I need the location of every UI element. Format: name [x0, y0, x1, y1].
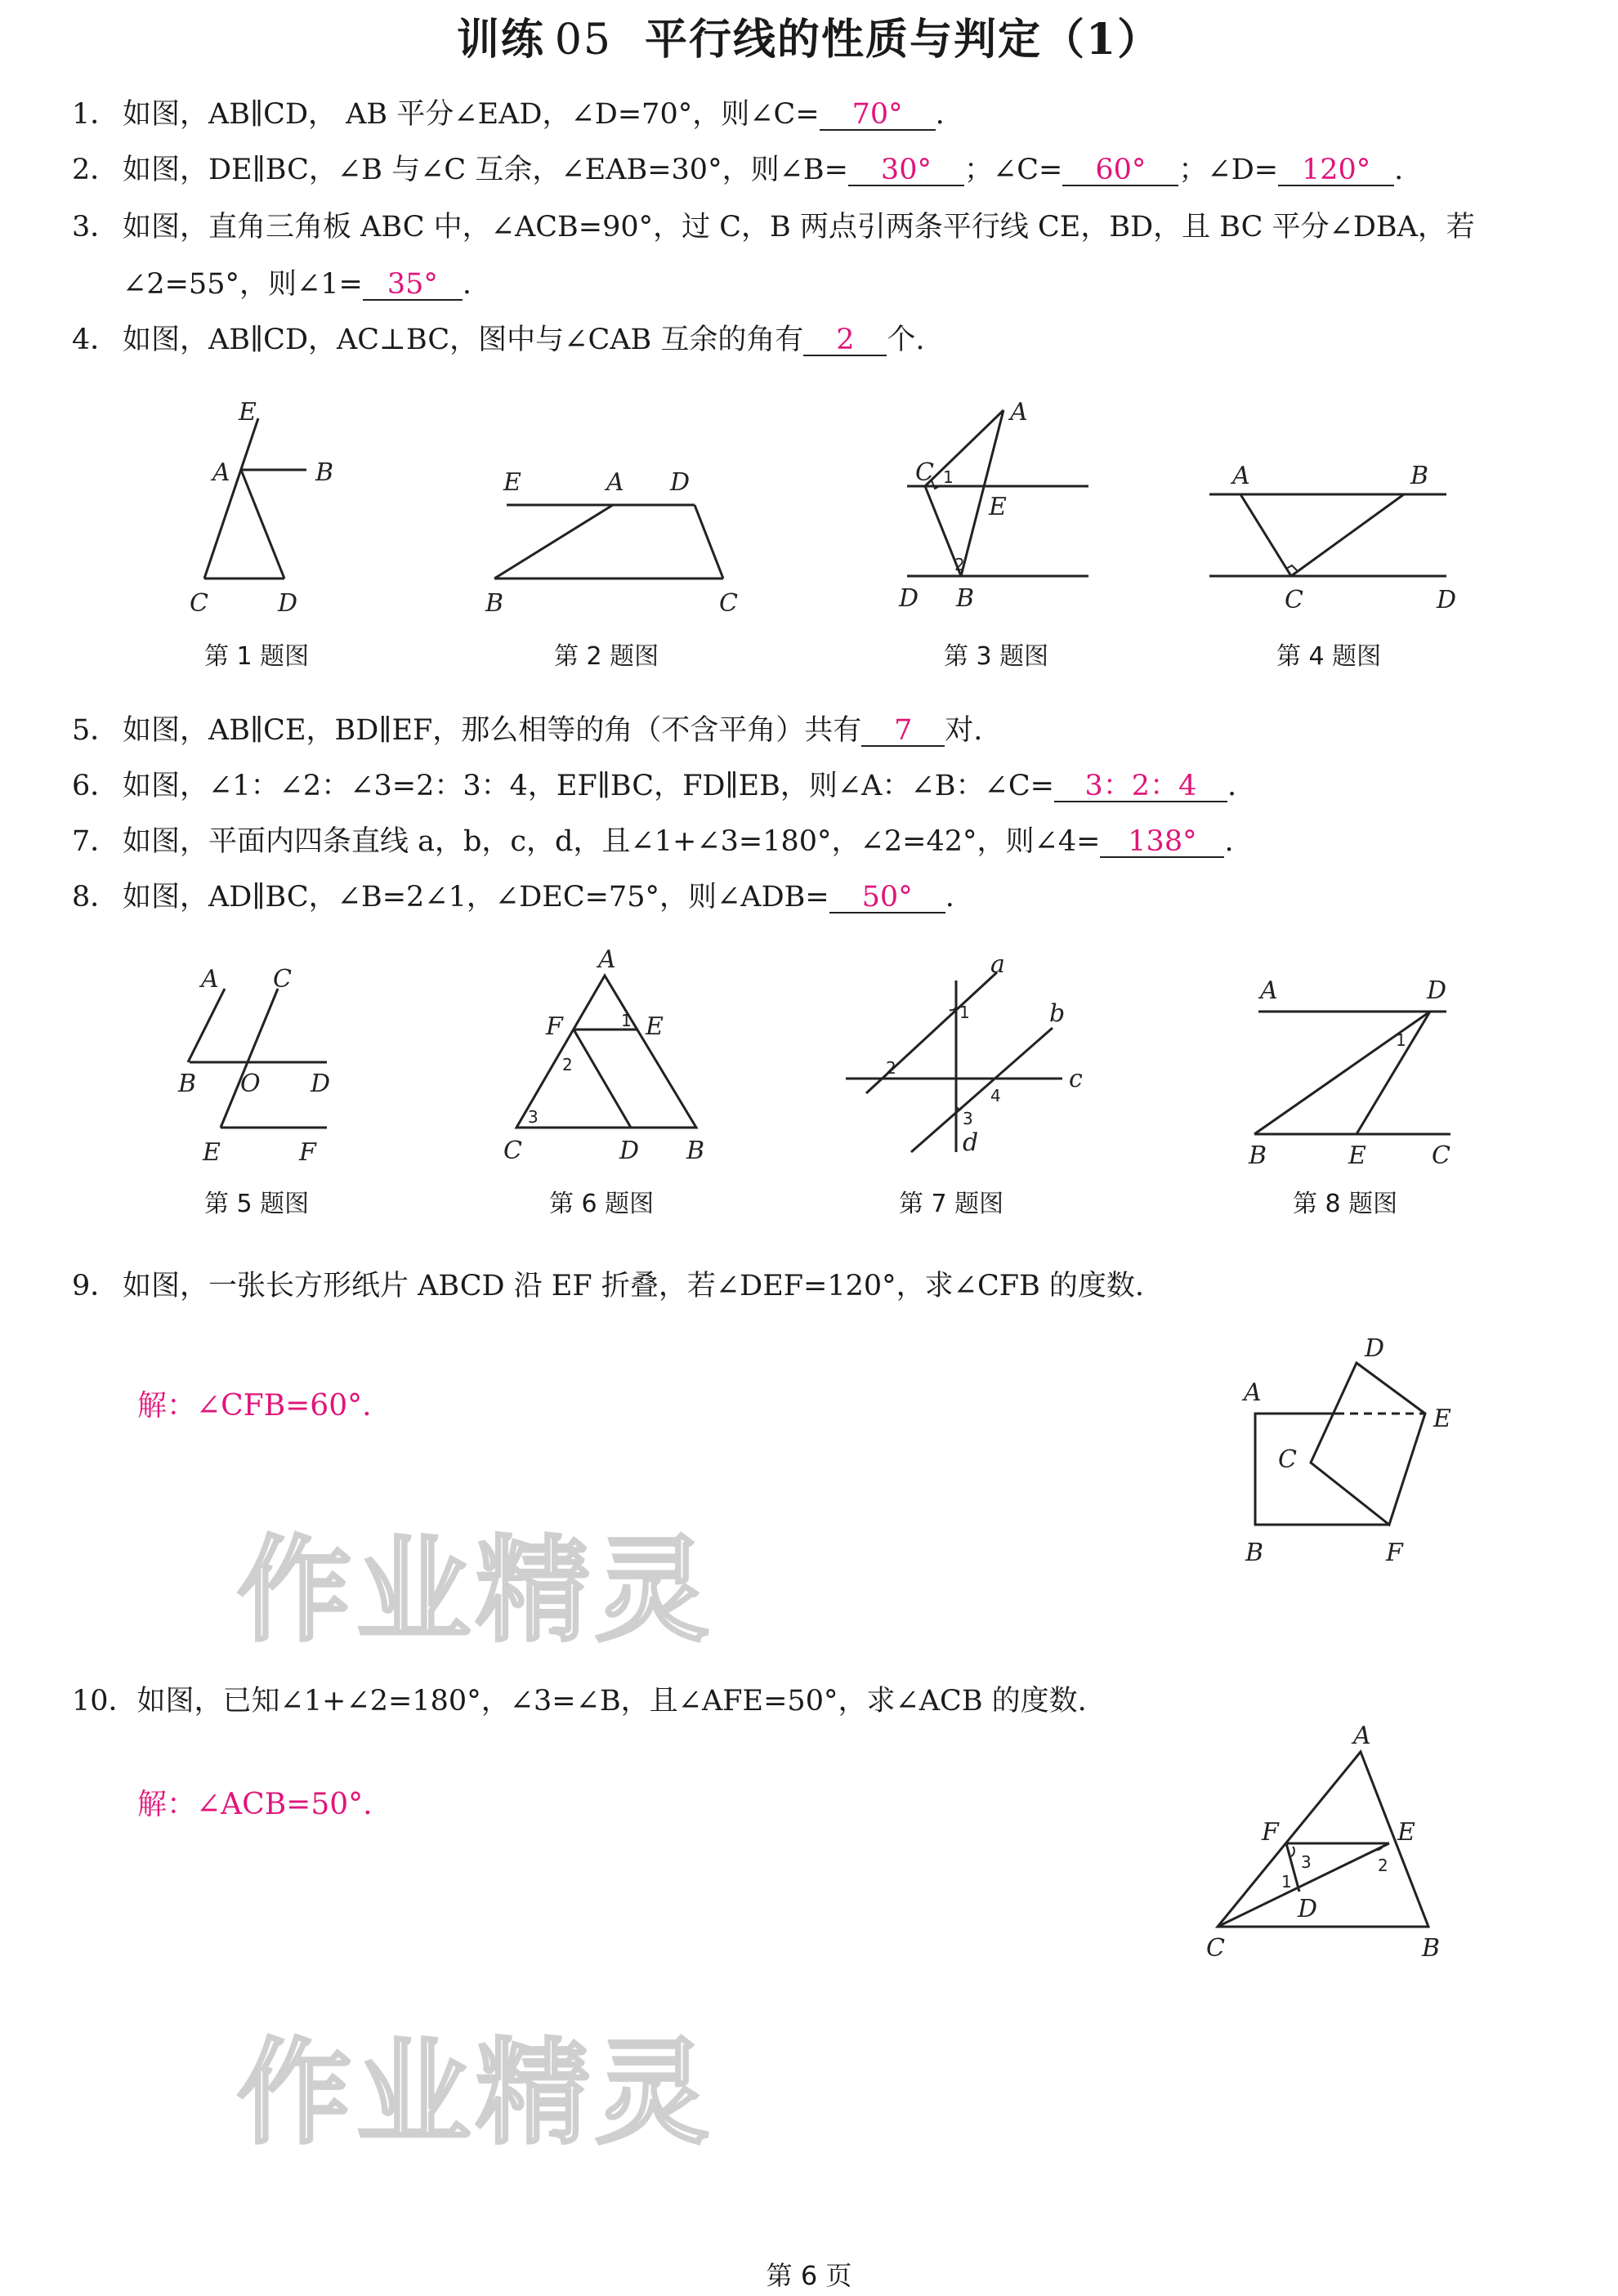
figure-2	[474, 458, 752, 629]
figure-4	[1201, 449, 1471, 629]
figure-8	[1234, 956, 1479, 1177]
fig8-label: E	[1348, 1141, 1366, 1170]
fig6-label: B	[686, 1137, 705, 1165]
fig10-label: C	[1206, 1934, 1225, 1963]
figure-1	[180, 400, 376, 629]
fig7-label: 3	[963, 1109, 973, 1128]
fig6-label: 3	[528, 1107, 539, 1127]
fig9-label: D	[1365, 1334, 1385, 1363]
title-main: 平行线的性质与判定（1）	[645, 15, 1162, 65]
answer-blank: 7	[861, 716, 945, 747]
figure-7	[834, 956, 1111, 1177]
fig6-label: E	[646, 1012, 664, 1041]
fig7-label: c	[1069, 1065, 1083, 1093]
caption-5: 第 5 题图	[204, 1190, 310, 1218]
fig5-label: B	[178, 1070, 197, 1098]
fig8-label: 1	[1396, 1030, 1406, 1050]
answer-blank: 138°	[1100, 827, 1224, 858]
fig10-label: B	[1422, 1934, 1441, 1963]
question-number: 5．	[72, 714, 119, 747]
answer-blank: 3：2：4	[1054, 771, 1227, 802]
question-2: 2． 如图，DE∥BC，∠B 与∠C 互余，∠EAB=30°，则∠B= 30° ；∠C= 60° ；∠D= 120° .	[72, 154, 1404, 186]
fig8-label: D	[1427, 976, 1447, 1005]
answer-blank: 30°	[848, 155, 964, 186]
fig1-label: E	[239, 400, 257, 427]
fig6-label: 2	[562, 1055, 573, 1074]
fig2-label: A	[606, 468, 624, 497]
question-3-continued: ∠2=55°，则∠1= 35° .	[123, 268, 472, 301]
fig3-label: D	[899, 584, 919, 613]
question-number: 9．	[72, 1270, 119, 1302]
question-number: 10．	[72, 1685, 137, 1718]
question-4: 4． 如图，AB∥CD，AC⊥BC，图中与∠CAB 互余的角有 2 个.	[72, 324, 925, 356]
fig3-label: E	[989, 493, 1007, 521]
figure-10	[1193, 1724, 1463, 1969]
question-8: 8． 如图，AD∥BC，∠B=2∠1，∠DEC=75°，则∠ADB= 50° .	[72, 881, 954, 913]
watermark: 作业精灵	[237, 2027, 715, 2160]
fig8-label: A	[1260, 976, 1278, 1005]
solution-10: 解：∠ACB=50°.	[137, 1788, 373, 1821]
fig10-label: 1	[1281, 1872, 1292, 1892]
question-number: 8．	[72, 881, 119, 913]
figure-6	[490, 948, 727, 1177]
figure-9	[1226, 1332, 1487, 1577]
caption-7: 第 7 题图	[899, 1190, 1004, 1218]
title-code: 05	[554, 16, 612, 65]
fig10-label: 2	[1378, 1856, 1388, 1875]
answer-blank: 70°	[820, 100, 936, 131]
fig10-label: 3	[1301, 1852, 1312, 1872]
fig9-label: E	[1433, 1405, 1451, 1433]
fig3-label: B	[956, 584, 975, 613]
fig7-label: d	[963, 1128, 979, 1157]
watermark: 作业精灵	[237, 1525, 715, 1658]
answer-blank: 60°	[1062, 155, 1178, 186]
answer-blank: 120°	[1278, 155, 1394, 186]
fig5-label: E	[203, 1138, 221, 1167]
question-number: 3．	[72, 211, 119, 243]
figure-5	[172, 956, 368, 1177]
title-prefix: 训练	[456, 15, 545, 65]
answer-blank: 2	[803, 325, 887, 356]
fig4-label: A	[1232, 462, 1250, 490]
fig1-label: B	[315, 458, 334, 487]
caption-2: 第 2 题图	[554, 642, 659, 671]
answer-blank: 50°	[829, 882, 945, 913]
fig2-label: B	[485, 589, 504, 618]
question-5: 5． 如图，AB∥CE，BD∥EF，那么相等的角（不含平角）共有 7 对.	[72, 714, 983, 747]
question-10: 10．如图，已知∠1+∠2=180°，∠3=∠B，且∠AFE=50°，求∠ACB 的度数.	[72, 1685, 1087, 1718]
question-number: 2．	[72, 154, 119, 186]
fig6-label: F	[546, 1012, 563, 1041]
fig1-label: A	[212, 458, 230, 487]
fig7-label: b	[1049, 999, 1066, 1028]
fig3-label: 2	[954, 555, 965, 574]
figure-3	[891, 392, 1103, 629]
question-3: 3． 如图，直角三角板 ABC 中，∠ACB=90°，过 C，B 两点引两条平行线 CE，BD，且 BC 平分∠DBA，若	[72, 211, 1475, 243]
fig6-label: D	[619, 1137, 640, 1165]
fig3-label: 1	[943, 467, 954, 487]
fig9-label: C	[1278, 1445, 1297, 1474]
fig10-label: F	[1262, 1818, 1279, 1847]
fig5-label: D	[311, 1070, 331, 1098]
fig7-label: 4	[990, 1086, 1001, 1106]
fig6-label: C	[503, 1137, 522, 1165]
fig10-label: D	[1298, 1895, 1318, 1923]
fig2-label: D	[670, 468, 691, 497]
fig2-label: E	[503, 468, 521, 497]
caption-4: 第 4 题图	[1276, 642, 1382, 671]
fig2-label: C	[719, 589, 738, 618]
question-number: 6．	[72, 770, 119, 802]
fig7-label: 2	[886, 1058, 896, 1078]
fig8-label: B	[1249, 1141, 1267, 1170]
fig9-label: B	[1245, 1539, 1264, 1567]
fig5-label: O	[240, 1070, 261, 1098]
fig7-label: a	[990, 956, 1005, 979]
fig9-label: A	[1244, 1378, 1262, 1407]
question-1: 1． 如图，AB∥CD， AB 平分∠EAD，∠D=70°，则∠C= 70° .	[72, 98, 945, 131]
caption-6: 第 6 题图	[549, 1190, 655, 1218]
question-number: 4．	[72, 324, 119, 356]
fig8-label: C	[1432, 1141, 1450, 1170]
fig4-label: D	[1437, 586, 1457, 614]
page-number: 第 6 页	[766, 2260, 852, 2291]
fig3-label: A	[1010, 398, 1028, 427]
caption-3: 第 3 题图	[944, 642, 1049, 671]
fig4-label: C	[1285, 586, 1303, 614]
fig1-label: D	[278, 589, 298, 618]
fig6-label: 1	[621, 1011, 632, 1030]
question-9: 9． 如图，一张长方形纸片 ABCD 沿 EF 折叠，若∠DEF=120°，求∠CFB 的度数.	[72, 1270, 1145, 1302]
answer-blank: 35°	[363, 270, 463, 301]
question-7: 7． 如图，平面内四条直线 a，b，c，d，且∠1+∠3=180°，∠2=42°，则∠4= 138° .	[72, 825, 1234, 858]
fig10-label: A	[1353, 1724, 1371, 1750]
fig10-label: E	[1397, 1818, 1415, 1847]
page-title	[0, 5, 1618, 66]
question-number: 1．	[72, 98, 119, 131]
caption-1: 第 1 题图	[204, 642, 310, 671]
fig1-label: C	[190, 589, 208, 618]
caption-8: 第 8 题图	[1293, 1190, 1398, 1218]
fig5-label: A	[201, 965, 219, 994]
fig5-label: C	[273, 965, 292, 994]
fig5-label: F	[299, 1138, 316, 1167]
fig7-label: 1	[959, 1003, 970, 1022]
fig6-label: A	[598, 948, 616, 974]
solution-9: 解：∠CFB=60°.	[137, 1389, 372, 1423]
fig4-label: B	[1410, 462, 1429, 490]
fig9-label: F	[1386, 1539, 1403, 1567]
fig3-label: C	[915, 458, 934, 487]
question-number: 7．	[72, 825, 119, 858]
question-6: 6． 如图，∠1：∠2：∠3=2：3：4，EF∥BC，FD∥EB，则∠A：∠B：∠C= 3：2：4 .	[72, 770, 1237, 802]
